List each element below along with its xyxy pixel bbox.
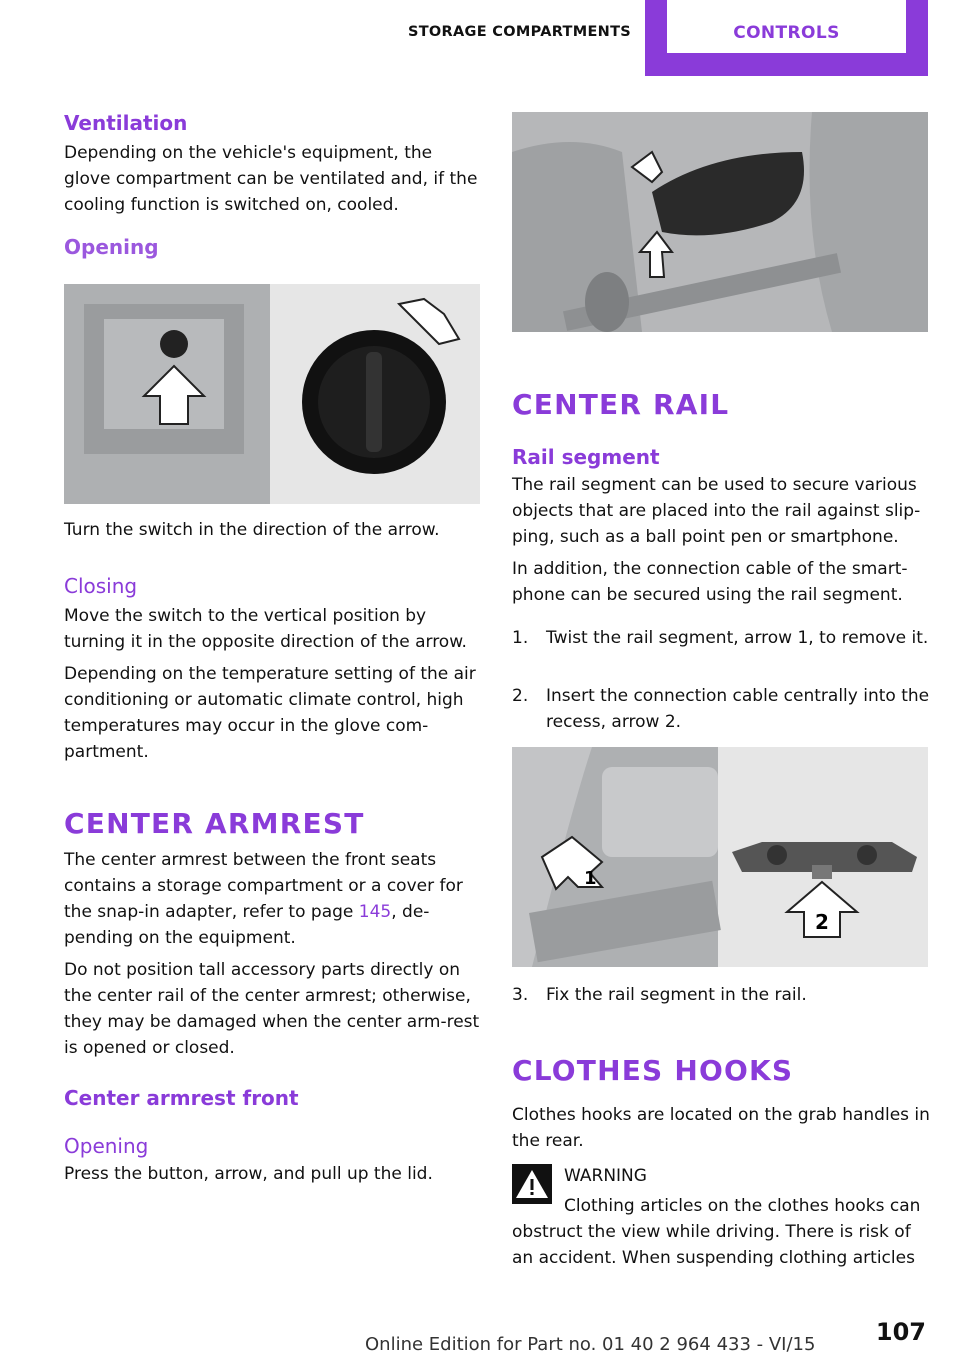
glove-switch-figure (64, 284, 480, 504)
warning-text-rest: obstruct the view while driving. There is risk of an accident. When suspending clothing articles (512, 1222, 915, 1268)
warning-label: WARNING (564, 1166, 647, 1186)
clothes-hooks-heading: CLOTHES HOOKS (512, 1054, 794, 1087)
hooks-text: Clothes hooks are located on the grab handles in the rear. (512, 1105, 930, 1151)
list-item (512, 982, 932, 1008)
rail-text-2: In addition, the connection cable of the smart‐phone can be secured using the rail segment. (512, 559, 908, 605)
edition-text: Online Edition for Part no. 01 40 2 964 433 - VI/15 (365, 1334, 816, 1355)
chapter-tab[interactable] (645, 0, 928, 76)
opening-2-heading: Opening (64, 1134, 149, 1158)
armrest-text-2: Do not position tall accessory parts directly on the center rail of the center armrest; otherwise, they may be damaged when the center arm‐rest is opened or closed. (64, 960, 480, 1058)
ventilation-heading: Ventilation (64, 111, 188, 135)
warning-text-first: Clothing articles on the clothes hooks can (564, 1196, 921, 1216)
list-item (512, 625, 932, 679)
press-text: Press the button, arrow, and pull up the lid. (64, 1164, 433, 1184)
page-number: 107 (875, 1318, 926, 1346)
center-armrest-heading: CENTER ARMREST (64, 807, 365, 840)
closing-text-1: Move the switch to the vertical position by turning it in the opposite direction of the arrow. (64, 606, 467, 652)
armrest-text-1a: The center armrest between the front seats contains a storage compartment or a cover for the snap-in adapter, refer to page (64, 850, 463, 922)
step-text: Fix the rail segment in the rail. (546, 985, 807, 1005)
step-text: Twist the rail segment, arrow 1, to remove it. (546, 628, 929, 648)
center-rail-heading: CENTER RAIL (512, 388, 730, 421)
armrest-figure (512, 112, 928, 332)
rail-text-1: The rail segment can be used to secure various objects that are placed into the rail against slip‐ping, such as a ball point pen or smartphone. (512, 475, 921, 547)
rail-segment-figure (512, 747, 928, 967)
turn-text: Turn the switch in the direction of the arrow. (64, 520, 440, 540)
opening-heading: Opening (64, 235, 159, 259)
arrow-label-2: 2 (815, 910, 829, 934)
list-item (512, 683, 932, 737)
warning-icon (512, 1164, 552, 1204)
armrest-text-1b: , de‐pending on the equipment. (64, 902, 430, 948)
step-number: 3. (512, 985, 529, 1005)
step-number: 2. (512, 686, 529, 706)
step-text: Insert the connection cable centrally into the recess, arrow 2. (546, 686, 930, 732)
arrow-label-1: 1 (584, 868, 597, 889)
armrest-front-heading: Center armrest front (64, 1086, 299, 1110)
ventilation-text: Depending on the vehicle's equipment, the glove compartment can be ventilated and, if the cooling function is switched on, cooled. (64, 143, 478, 215)
chapter-tab-label: CONTROLS (733, 23, 840, 43)
section-title: STORAGE COMPARTMENTS (408, 24, 632, 40)
armrest-text-1 (64, 847, 484, 951)
page-145-link[interactable]: 145 (358, 902, 392, 922)
step-number: 1. (512, 628, 529, 648)
closing-heading: Closing (64, 574, 138, 598)
rail-segment-heading: Rail segment (512, 445, 660, 469)
closing-text-2: Depending on the temperature setting of the air conditioning or automatic climate control, high temperatures may occur in the glove com‐partment. (64, 664, 476, 762)
